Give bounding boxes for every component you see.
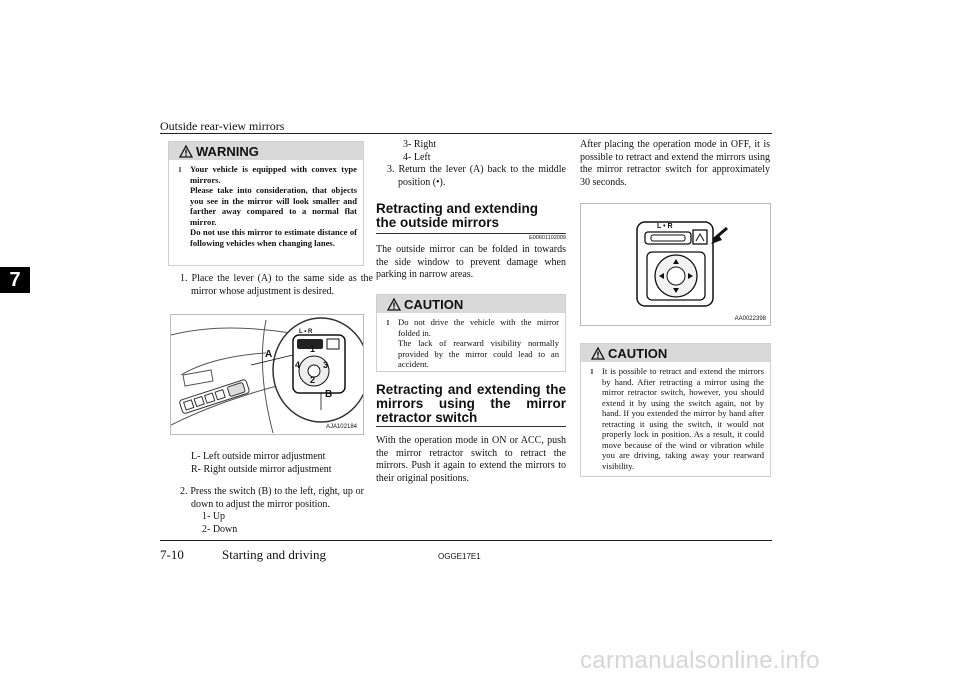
step-3-text: 3. Return the lever (A) back to the middle position (•). xyxy=(387,164,566,188)
caution-1-line-1: Do not drive the vehicle with the mirror folded in. xyxy=(398,317,559,338)
caution-1-line-2: The lack of rearward visibility normally provided by the mirror could lead to an accident. xyxy=(398,338,559,369)
bullet-icon: l xyxy=(591,368,593,376)
mirror-l-item: L- Left outside mirror adjustment xyxy=(191,451,326,462)
caution-1-body xyxy=(377,313,565,374)
caution-2-header xyxy=(581,344,770,362)
section-2-rule xyxy=(376,426,566,427)
step-1 xyxy=(180,273,373,298)
chapter-tab: 7 xyxy=(0,267,30,293)
step-2-text: 2. Press the switch (B) to the left, right, up or down to adjust the mirror position. xyxy=(180,486,364,510)
section-2-heading: Retracting and extending the mirrors using the mirror retractor switch xyxy=(376,382,566,425)
warning-line-2: Please take into consideration, that objects you see in the mirror will look smaller and farther away compared to a normal flat mirror. xyxy=(190,185,357,227)
section-1-heading: Retracting and extending the outside mirrors xyxy=(376,201,539,230)
step-1-text: 1. Place the lever (A) to the same side as the mirror whose adjustment is desired. xyxy=(180,273,373,297)
switch-lr-text: L • R xyxy=(657,223,673,230)
warning-line-1: Your vehicle is equipped with convex type mirrors. xyxy=(190,164,357,185)
figure-label-b: B xyxy=(325,389,333,400)
figure-code: AJA102184 xyxy=(325,424,357,430)
direction-left: 4- Left xyxy=(403,151,431,163)
caution-2-text: It is possible to retract and extend the mirrors by hand. After retracting a mirror using the mirror retractor switch, however, you should extend it by using the switch again, not by hand. If you extended the mirror by hand after retracting it using the switch, it would not properly lock in position. As a result, it could move because of the wind or vibration while you are driving, taking away your rearward visibility. xyxy=(602,366,764,471)
caution-2-label: CAUTION xyxy=(608,345,668,361)
footer-document-code: OGGE17E1 xyxy=(438,552,481,561)
section-2-paragraph: With the operation mode in ON or ACC, push the mirror retractor switch to retract the mirrors. Push it again to extend the mirrors to their original positions. xyxy=(376,435,566,484)
section-1 xyxy=(376,202,566,282)
warning-label: WARNING xyxy=(196,143,259,159)
mirror-r-item: R- Right outside mirror adjustment xyxy=(191,463,332,475)
warning-triangle-icon xyxy=(179,145,193,158)
right-column-paragraph: After placing the operation mode in OFF, it is possible to retract and extend the mirrors using the mirror retractor switch for approximately 30 seconds. xyxy=(580,139,770,188)
caution-2-body xyxy=(581,362,770,475)
caution-box-1 xyxy=(376,294,566,372)
section-1-paragraph: The outside mirror can be folded in towards the side window to prevent damage when parking in narrow areas. xyxy=(376,244,566,280)
header-divider xyxy=(160,133,772,134)
direction-down: 2- Down xyxy=(202,523,238,535)
warning-header xyxy=(169,142,363,160)
steps-list-left xyxy=(180,451,364,536)
warning-line-3: Do not use this mirror to estimate distance of following vehicles when changing lanes. xyxy=(190,227,357,248)
caution-triangle-icon xyxy=(591,347,605,360)
caution-triangle-icon xyxy=(387,298,401,311)
figure-label-3: 3 xyxy=(323,360,329,370)
section-1-code: E00601102009 xyxy=(529,235,566,241)
switch-lr-text: L • R xyxy=(299,329,313,335)
direction-right: 3- Right xyxy=(403,139,437,150)
figure-retractor-switch xyxy=(580,203,771,326)
figure-label-4: 4 xyxy=(295,360,301,370)
page-header-title: Outside rear-view mirrors xyxy=(160,119,285,133)
footer-divider xyxy=(160,540,772,541)
page-number: 7-10 xyxy=(160,547,184,562)
footer-section-title: Starting and driving xyxy=(222,547,326,562)
figure-mirror-switch-door xyxy=(170,314,364,435)
figure-label-2: 2 xyxy=(310,375,316,385)
section-2 xyxy=(376,383,566,485)
door-panel-illustration xyxy=(171,315,363,434)
bullet-icon: l xyxy=(179,166,181,174)
direction-up: 1- Up xyxy=(202,511,226,522)
caution-1-header xyxy=(377,295,565,313)
warning-body xyxy=(169,160,363,252)
figure-label-a: A xyxy=(265,349,273,360)
retractor-switch-illustration xyxy=(581,204,770,325)
steps-list-middle xyxy=(376,139,566,189)
section-1-rule xyxy=(376,233,566,234)
bullet-icon: l xyxy=(387,319,389,327)
warning-box xyxy=(168,141,364,266)
figure-code: AA0022398 xyxy=(734,316,766,322)
caution-box-2 xyxy=(580,343,771,477)
figure-label-1: 1 xyxy=(310,344,316,354)
watermark: carmanualsonline.info xyxy=(580,647,820,674)
caution-1-label: CAUTION xyxy=(404,296,464,312)
